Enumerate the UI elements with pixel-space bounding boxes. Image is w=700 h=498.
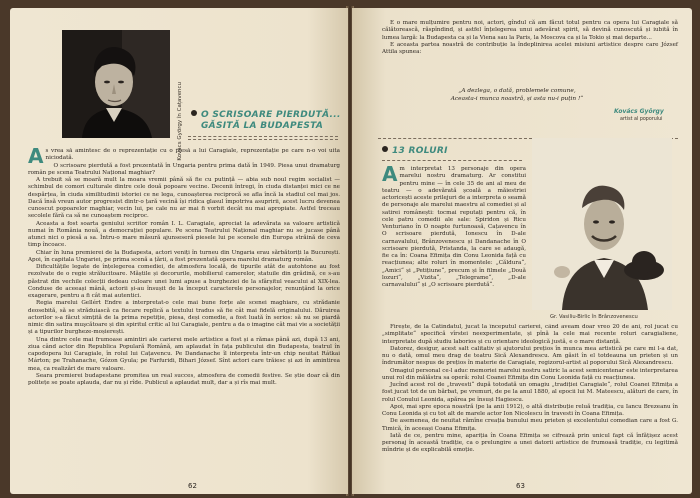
paragraph: Am interpretat 13 personaje din opera marelui nostru dramaturg. Ar constitui pentru mine — în cele 35 de ani al meu de teatru — o adevărată școală a măiestriei actoricești aceste prilejuri de a interpreta o seamă de personaje ale marelui maestru al comediei și al satirei românești: tocmai reputați pentru că, în cele patru comedii ale sale: Spiridon și Ricu Venturiano în O noapte furtunoasă, Cațavencu în O scrisoare pierdută, Ionescu în D-ale carnavalului, Brânzovenescu și Dandanache în O scrisoare pierdută, Pristanda, la care se adaugă, fie ca în: Coana Efimița din Conu Leonida față cu reacțiunea; alte roluri în momentele: „Căldura“, „Amici“ și „Petițiune“, precum și în filmele „Două lozuri“, „Vizita“, „Telegrame“, „D-ale carnavalului“ și „O scrisoare pierdută“. [382, 166, 526, 288]
article-title-13-roluri [382, 146, 522, 157]
left-article-body [28, 148, 340, 478]
paragraph: Aceasta a fost soarta geniului scriitor român I. L. Caragiale, apreciat la adevărata sa valoare artistică numai în România nouă, a democrației populare. Pe scena Teatrului Național maghiar nu se jucase până atunci nici o piesă a sa. Întru-o mare măsură ajunseseră piesele lui pe scenele din Europa străină de ceva timp încoace. [28, 220, 340, 249]
right-article-body [382, 324, 678, 480]
quote-line-2: Aceasta-i munca noastră, și asta nu-i puțin !“ [450, 95, 584, 102]
quote-line-1: „A dezlega, o dată, problemele comune, [458, 88, 576, 94]
paragraph: Seara premierei budapestane promitea un real succes, atmosfera de comedii festive. Se știe doar că din politețe se poate aplauda, dar nu și rîde. Publicul a aplaudat mult, dar a și rîs mai mult. [28, 372, 340, 386]
article-title-scrisoare [191, 110, 341, 132]
paragraph: O scrisoare pierdută a fost prezentată în Ungaria pentru prima dată în 1949. Piesa unui dramaturg român pe scena Teatrului Național maghiar? [28, 162, 340, 176]
intro-column [382, 166, 526, 306]
attila-quote [402, 88, 632, 103]
left-page [10, 8, 348, 494]
paragraph: Datorez, desigur, acest salt calitativ și ajutorului prețios în munca mea artistică pe care mi l-a dat, nu o dată, omul meu drag de teatru Sică Alexandrescu. Am găsit în el totdeauna un prieten și un îndrumător nespus de prețios în materie de Caragiale, regizorul-artist al poporului Sică Alexandrescu. [382, 345, 678, 367]
heading-rule-right [382, 160, 522, 161]
heading-bullet [382, 146, 388, 152]
signature-kovacs: Kovács György [614, 108, 664, 115]
paragraph: Firește, de la Catindatul, jucat la începutul carierei, când aveam doar vreo 20 de ani, rol jucat cu „simplitate“ specifică vîrstei neexperimentate, și pînă la cele mai recente roluri caragialiene, interpretate după studiu laborios și cu orientare ideologică justă, e o mare distanță. [382, 324, 678, 345]
portrait-photo-birlic [532, 138, 672, 310]
right-page [352, 8, 692, 494]
signature-subtitle: artist al poporului [620, 117, 663, 122]
portrait-image [62, 30, 170, 138]
paragraph: A trebuit să se moară mult la moara vremii până să fie cu putință — abia sub noul regim socialist — schimbul de comori culturale dintre cele două popoare vecine. Decenii întregi, în ciuda distanței mici ce ne despărțea, în ciuda similitudinii istoriei ce ne lega, cunoașterea reciprocă se afla încă la stadiul cel mai jos. Dacă însă vreun autor progresist dintr-o țară vecină își ridica glasul împotriva asupririi, acest lucru devenea cunoscut popoarelor maghiar, vecin lui, pe cale nu ar mai fi vorbit decât nu mai apropiate. Astfel treceau secolele fără ca să ne cunoaștem reciproc. [28, 177, 340, 220]
drop-cap: A [28, 148, 44, 168]
page-number-right: 63 [516, 482, 525, 490]
paragraph: Dificultățile legate de înțelegerea comediei, de atmosfera locală, de tipurile atât de autohtone au fost rezolvate de o regie strălucitoare. Măștile și decorurile, mobilierul camerelor, statuile din grădină, ce s-au păstrat din vechile colecții dedeau culoare unei lumi apuse a burgheziei de la sfârșitul veacului al XIX-lea. Conduse de aceeași mână, actorii și-au însușit de la început caracterele personajelor, renunțând la orice exagerare, pentru a fi cât mai autentici. [28, 264, 340, 299]
right-top-text [382, 20, 678, 56]
paragraph: De asemenea, de neuitat rămîne creația bunului meu prieten și excelentului comedian care a fost G. Timică, în aceeași Coana Efimița. [382, 418, 678, 432]
paragraph: Chiar în luna premierei de la Budapesta, actori veniți în turneu din Ungaria erau sărbătoriți la București. Apoi, în capitala Ungariei, pe prima scenă a țării, a fost prezentată opera marelui dramaturg român. [28, 249, 340, 263]
birlic-image [532, 138, 672, 310]
portrait-photo-kovacs [62, 30, 170, 138]
title-13-roluri: 13 ROLURI [392, 146, 448, 156]
heading-bullet [191, 110, 197, 116]
birlic-caption: Gr. Vasiliu-Birlic în Brânzovenescu [550, 314, 638, 320]
drop-cap: A [382, 166, 398, 186]
paragraph: Omagiul personal ce-l aduc memoriei marelui nostru satiric la acest semicentenar este interpretarea unui rol din mălăstra sa operă: rolul Coanei Efimița din Conu Leonida față cu reacțiunea. [382, 367, 678, 381]
paragraph: Una dintre cele mai frumoase amintiri ale carierei mele artistice a fost și a rămas până azi, după 13 ani, ziua când actor din Republica Populară Română, am aplaudat în fața publicului din Budapesta, teatrul în capodopera lui Caragiale, în rolul lui Cațavencu. Pe Dandanache îl interpreta într-un chip neuitat Rátkai Márton; pe Trahanache, Gózon Gyula; pe Farfuridi, Bihari József. Sînt actori care trăiesc și azi în amintirea mea, ca realizări de mare valoare. [28, 336, 340, 372]
paragraph: E aceasta partea noastră de contribuție la îndeplinirea acelei misiuni artistice despre care József Attila spunea: [382, 41, 678, 55]
paragraph: Regia marelui Gellért Endre a interpretat-o cele mai bune forțe ale scenei maghiare, cu strădanie deosebită, să se străduiască ca fiecare replică a textului tradus să fie cât mai fidelă originalului. Dăruirea actorilor s-a făcut simțită de la prima repetiție, piesa, deși comedie, a fost luată în serios: să nu se piardă nimic din satira muşcătoare și din spiritul critic al lui Caragiale, pentru a da o imagine cât mai vie a societății și a tipurilor burgheze-moșierești. [28, 300, 340, 336]
page-number-left: 62 [188, 482, 197, 490]
paragraph: Jucînd acest rol de „travesti“ după totodată un omagiu „tradiției Caragiale“, rolul Coanei Efimița a fost jucat tot de un bărbat, pe vremuri, de pe la anul 1880, al epocii lui M. Mateescu, alături de care, în rolul Conului Leonida, apărea pe însuși Hagiescu. [382, 382, 678, 403]
portrait-caption: Kovács György în Cațavencu [177, 82, 183, 161]
paragraph: E o mare mulțumire pentru noi, actori, gîndul că am făcut totul pentru ca opera lui Caragiale să călătorească, răspîndind, și astfel înțelegerea unui adevărat spirit, să devină cunoscută și iubită în lumea largă: la Budapesta ca și la Viena sau la Paris, la Moscova ca și la Tokio și mai departe... [382, 20, 678, 41]
paragraph: Iată de ce, pentru mine, apariția în Coana Efimița se cifrează prin unicul fapt că înfățișez acest personaj în această tradiție, ca o prelungire a unei datorii artistice de frumoasă tradiție, cu legitimă mîndrie și de explicabilă emoție. [382, 432, 678, 454]
heading-rule-2 [188, 139, 338, 140]
paragraph: As vrea să amintesc de o reprezentație cu o piesă a lui Caragiale, reprezentație pe care n-o voi uita niciodată. [28, 148, 340, 168]
title-line-2: GĂSITĂ LA BUDAPESTA [201, 121, 324, 131]
title-line-1: O SCRISOARE PIERDUTĂ... [201, 110, 341, 120]
paragraph: Apoi, mai spre epoca noastră (pe la anii 1912), o altă distribuție reluă tradiția, cu Iancu Brezeanu în Conu Leonida și cu tot alt de marele actor Ion Nicolescu în travesti în Coana Efimița. [382, 403, 678, 417]
heading-rule [188, 136, 338, 137]
